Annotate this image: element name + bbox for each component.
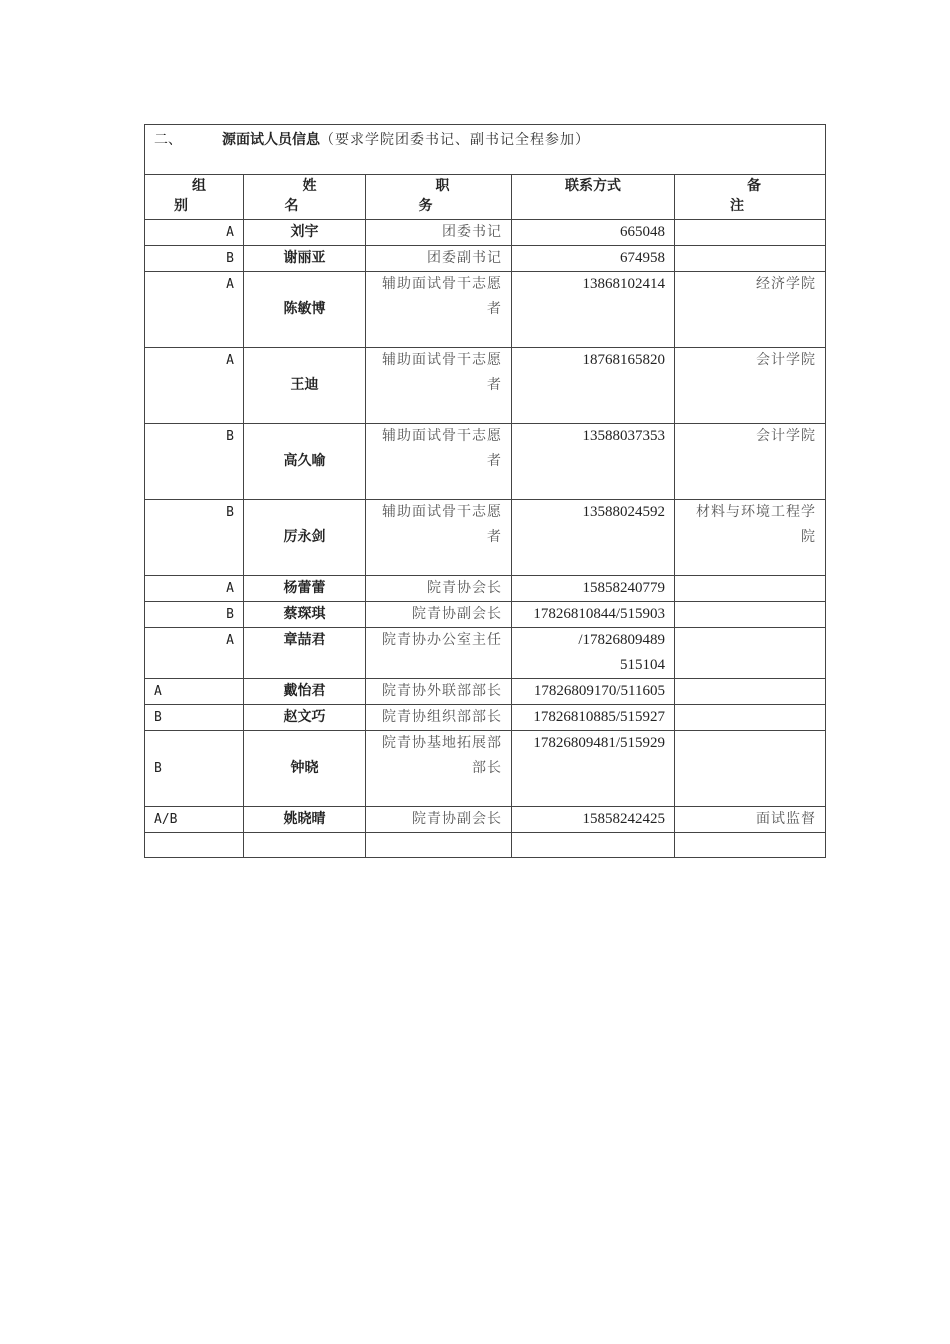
contact-cell: 13868102414 xyxy=(512,272,675,348)
name-cell: 杨蕾蕾 xyxy=(244,576,366,602)
group-cell: A xyxy=(145,628,244,679)
group-cell: B xyxy=(145,731,244,807)
name-cell: 高久喻 xyxy=(244,424,366,500)
name-cell: 蔡琛琪 xyxy=(244,602,366,628)
table-row xyxy=(145,576,826,602)
name-cell: 钟晓 xyxy=(244,731,366,807)
empty-cell xyxy=(244,833,366,858)
header-position: 职 务 xyxy=(366,175,512,220)
name-cell: 谢丽亚 xyxy=(244,246,366,272)
name-cell: 赵文巧 xyxy=(244,705,366,731)
position-cell: 院青协副会长 xyxy=(366,807,512,833)
contact-cell: 15858242425 xyxy=(512,807,675,833)
table-row xyxy=(145,628,826,679)
group-cell: A xyxy=(145,679,244,705)
header-note: 备 注 xyxy=(675,175,826,220)
name-cell: 姚晓晴 xyxy=(244,807,366,833)
contact-cell: 13588024592 xyxy=(512,500,675,576)
contact-cell: 17826809170/511605 xyxy=(512,679,675,705)
name-cell: 王迪 xyxy=(244,348,366,424)
header-contact: 联系方式 xyxy=(512,175,675,220)
group-cell: B xyxy=(145,602,244,628)
header-group: 组 别 xyxy=(145,175,244,220)
note-cell xyxy=(675,705,826,731)
position-cell: 辅助面试骨干志愿 者 xyxy=(366,424,512,500)
note-cell: 会计学院 xyxy=(675,424,826,500)
group-cell: B xyxy=(145,424,244,500)
table-row xyxy=(145,246,826,272)
contact-cell: 665048 xyxy=(512,220,675,246)
contact-cell: 15858240779 xyxy=(512,576,675,602)
contact-cell: /17826809489 515104 xyxy=(512,628,675,679)
table-row xyxy=(145,272,826,348)
note-cell xyxy=(675,602,826,628)
section-title-bold: 源面试人员信息 xyxy=(222,132,320,148)
table-row xyxy=(145,807,826,833)
note-cell xyxy=(675,576,826,602)
table-row xyxy=(145,705,826,731)
empty-cell xyxy=(366,833,512,858)
note-cell xyxy=(675,731,826,807)
group-cell: A xyxy=(145,348,244,424)
note-cell: 面试监督 xyxy=(675,807,826,833)
name-cell: 厉永剑 xyxy=(244,500,366,576)
group-cell: B xyxy=(145,705,244,731)
section-title xyxy=(145,125,826,175)
table-row xyxy=(145,348,826,424)
name-cell: 戴怡君 xyxy=(244,679,366,705)
position-cell: 院青协副会长 xyxy=(366,602,512,628)
group-cell: A xyxy=(145,576,244,602)
contact-cell: 17826809481/515929 xyxy=(512,731,675,807)
table-row xyxy=(145,679,826,705)
position-cell: 辅助面试骨干志愿 者 xyxy=(366,272,512,348)
name-cell: 章喆君 xyxy=(244,628,366,679)
note-cell: 会计学院 xyxy=(675,348,826,424)
header-row xyxy=(145,175,826,220)
name-cell: 陈敏博 xyxy=(244,272,366,348)
table-row xyxy=(145,602,826,628)
empty-cell xyxy=(675,833,826,858)
empty-cell xyxy=(512,833,675,858)
group-cell: A/B xyxy=(145,807,244,833)
contact-cell: 17826810844/515903 xyxy=(512,602,675,628)
empty-cell xyxy=(145,833,244,858)
position-cell: 辅助面试骨干志愿 者 xyxy=(366,500,512,576)
position-cell: 院青协外联部部长 xyxy=(366,679,512,705)
table-row xyxy=(145,731,826,807)
contact-cell: 674958 xyxy=(512,246,675,272)
position-cell: 团委书记 xyxy=(366,220,512,246)
note-cell xyxy=(675,246,826,272)
position-cell: 院青协会长 xyxy=(366,576,512,602)
title-row xyxy=(145,125,826,175)
note-cell xyxy=(675,628,826,679)
group-cell: A xyxy=(145,272,244,348)
position-cell: 院青协基地拓展部 部长 xyxy=(366,731,512,807)
position-cell: 辅助面试骨干志愿 者 xyxy=(366,348,512,424)
note-cell: 材料与环境工程学 院 xyxy=(675,500,826,576)
contact-cell: 13588037353 xyxy=(512,424,675,500)
note-cell xyxy=(675,220,826,246)
group-cell: A xyxy=(145,220,244,246)
staff-info-table xyxy=(144,124,826,858)
section-title-note: （要求学院团委书记、副书记全程参加） xyxy=(320,132,590,148)
contact-cell: 17826810885/515927 xyxy=(512,705,675,731)
table-row xyxy=(145,424,826,500)
section-number: 二、 xyxy=(154,132,182,148)
table-row xyxy=(145,500,826,576)
contact-cell: 18768165820 xyxy=(512,348,675,424)
group-cell: B xyxy=(145,500,244,576)
name-cell: 刘宇 xyxy=(244,220,366,246)
group-cell: B xyxy=(145,246,244,272)
position-cell: 团委副书记 xyxy=(366,246,512,272)
note-cell xyxy=(675,679,826,705)
header-name: 姓 名 xyxy=(244,175,366,220)
empty-row xyxy=(145,833,826,858)
position-cell: 院青协组织部部长 xyxy=(366,705,512,731)
position-cell: 院青协办公室主任 xyxy=(366,628,512,679)
note-cell: 经济学院 xyxy=(675,272,826,348)
table-row xyxy=(145,220,826,246)
